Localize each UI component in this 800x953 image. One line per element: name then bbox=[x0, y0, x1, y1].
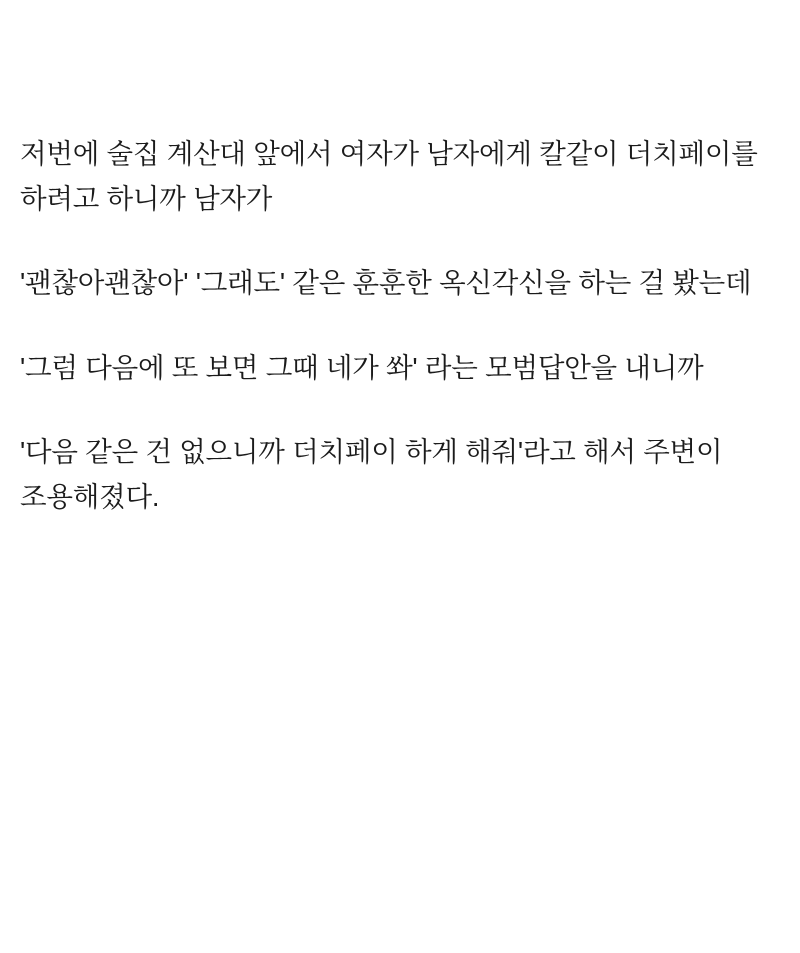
paragraph-3: '그럼 다음에 또 보면 그때 네가 쏴' 라는 모범답안을 내니까 bbox=[20, 351, 704, 383]
paragraph-2: '괜찮아괜찮아' '그래도' 같은 훈훈한 옥신각신을 하는 걸 봤는데 bbox=[20, 267, 752, 299]
paragraph-1: 저번에 술집 계산대 앞에서 여자가 남자에게 칼같이 더치페이를 하려고 하니까 남자가 bbox=[20, 138, 766, 214]
paragraph-4: '다음 같은 건 없으니까 더치페이 하게 해줘'라고 해서 주변이 조용해졌다. bbox=[20, 436, 730, 512]
